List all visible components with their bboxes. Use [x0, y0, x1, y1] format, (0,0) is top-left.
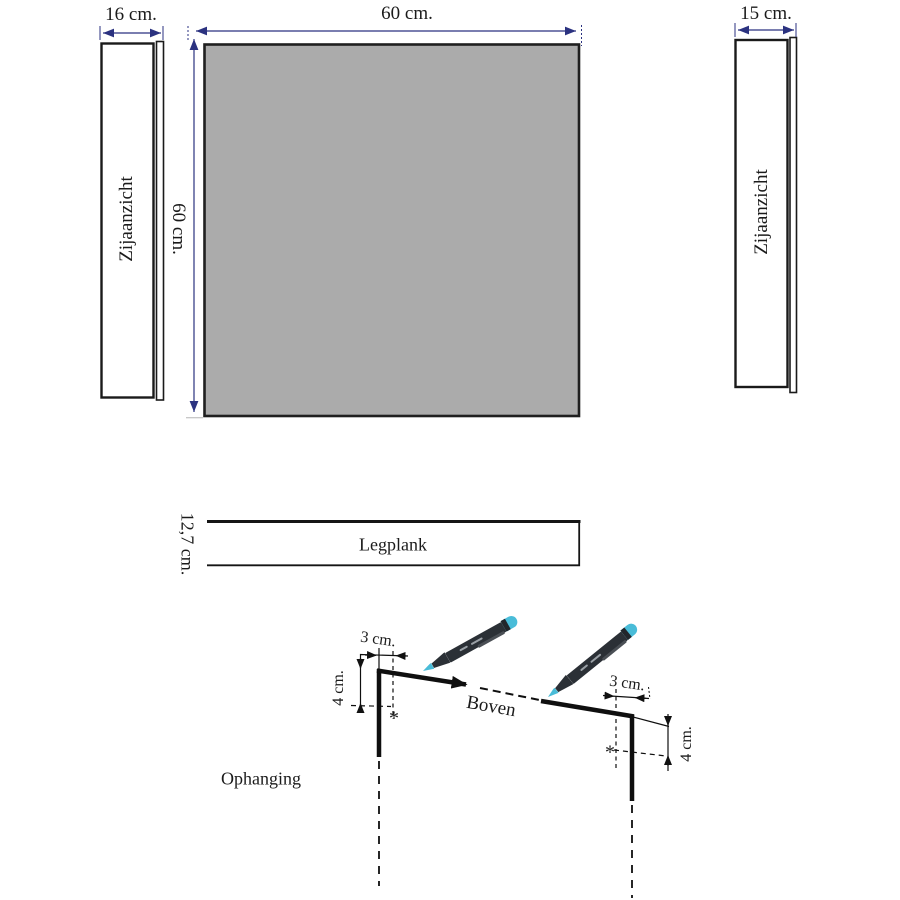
- left-view-name-label: Zijaanzicht: [116, 176, 137, 262]
- left-hole-marker: *: [389, 707, 399, 730]
- dimension-arrow-16cm: [100, 26, 163, 40]
- front-height-label: 60 cm.: [168, 203, 189, 255]
- right-view-width-label: 15 cm.: [740, 3, 792, 24]
- right-hole-marker: *: [605, 741, 615, 764]
- pen-print-mark: [459, 645, 468, 651]
- mounting-top-label: Boven: [464, 691, 518, 722]
- right-offset-label: 3 cm.: [608, 672, 646, 695]
- pen-print-mark: [580, 664, 588, 671]
- left-view-width-label: 16 cm.: [105, 4, 157, 25]
- left-offset-label: 3 cm.: [359, 628, 397, 651]
- pen-print-mark: [590, 653, 601, 663]
- dimension-arrow-15cm: [735, 23, 796, 37]
- dimension-arrow-60cm-width: [188, 25, 582, 46]
- front-view-panel: [205, 45, 580, 417]
- mounting-section-label: Ophanging: [221, 768, 301, 789]
- left-depth-label: 4 cm.: [330, 670, 347, 706]
- shelf-depth-label: 12,7 cm.: [177, 512, 198, 576]
- right-depth-label: 4 cm.: [678, 726, 695, 762]
- shelf-name-label: Legplank: [359, 534, 427, 555]
- front-width-label: 60 cm.: [381, 3, 433, 24]
- mounting-right-bracket: [541, 687, 669, 898]
- right-view-name-label: Zijaanzicht: [751, 169, 772, 255]
- mounting-left-bracket: [351, 648, 466, 886]
